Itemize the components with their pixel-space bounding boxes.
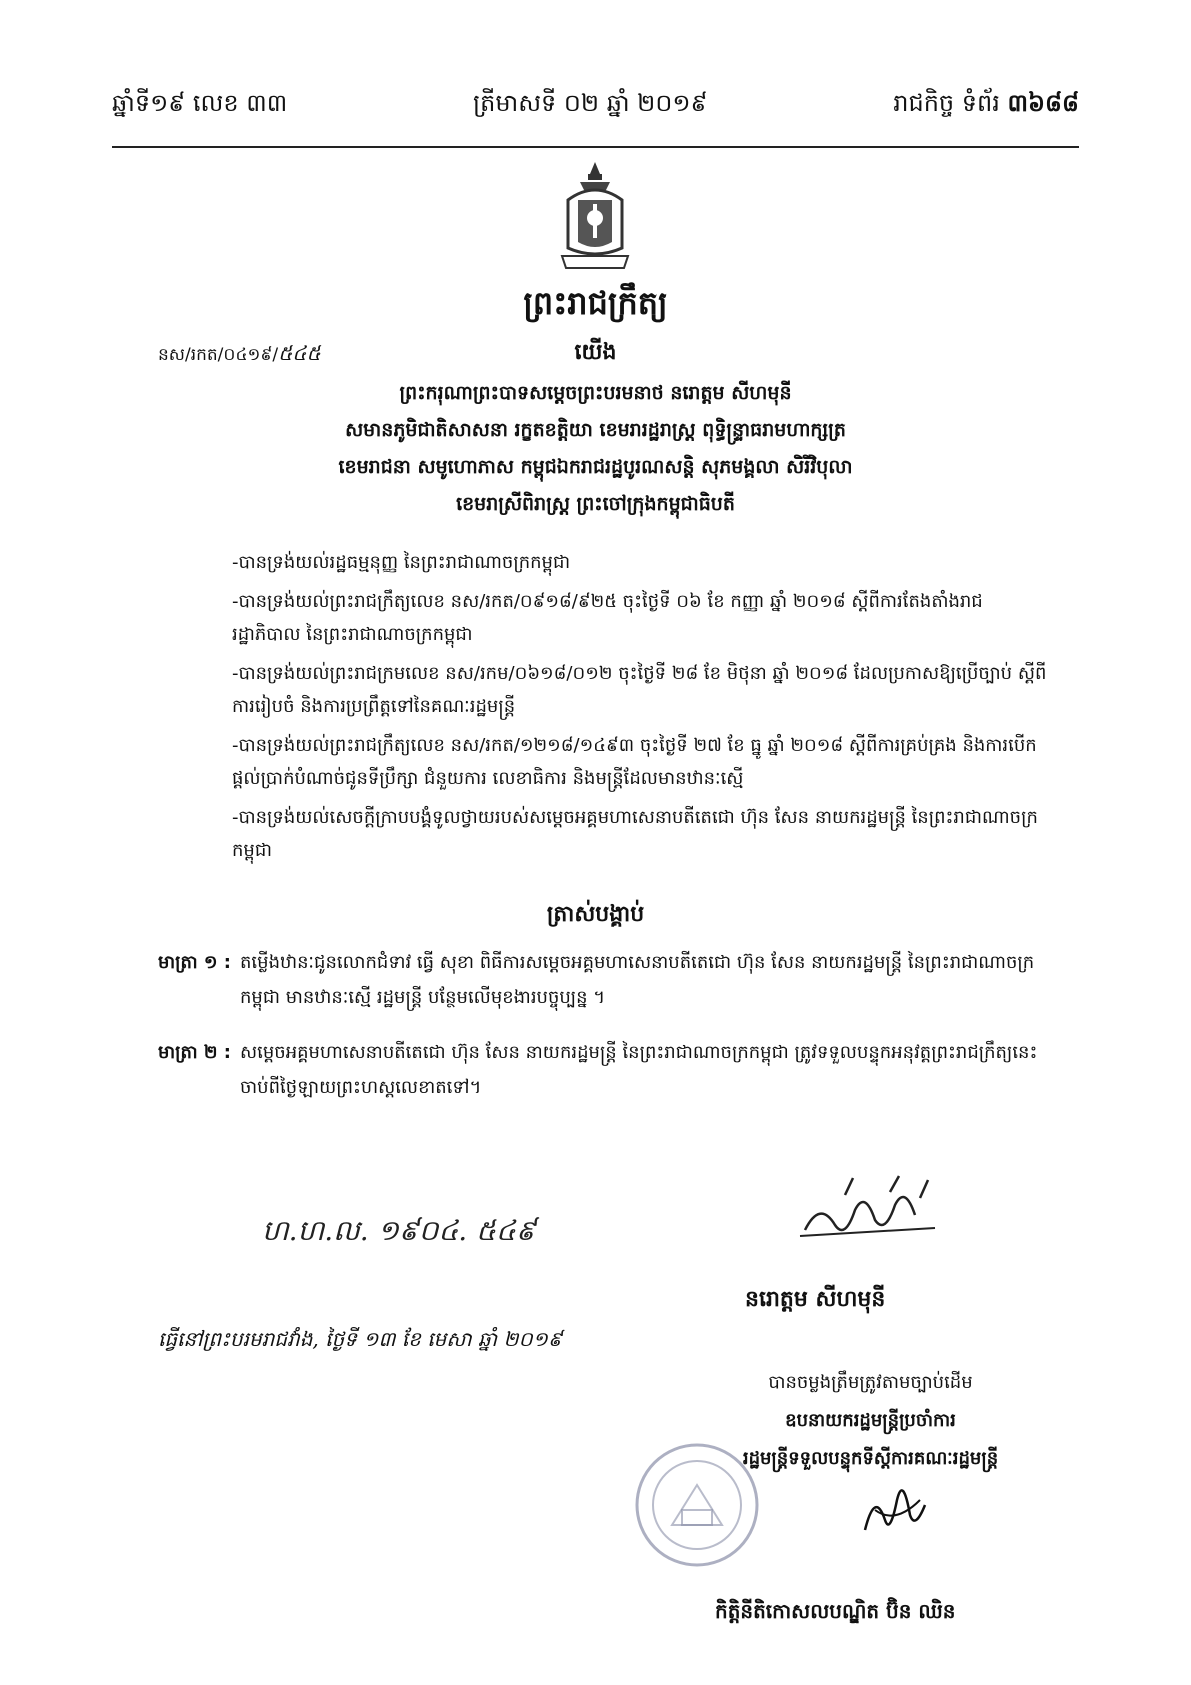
article-text: សម្តេចអគ្គមហាសេនាបតីតេជោ ហ៊ុន សែន នាយករដ្ឋមន្ត្រី នៃព្រះរាជាណាចក្រកម្ពុជា ត្រូវទទួលបន្ទុកអនុវត្តព្រះរាជក្រឹត្យនេះ ចាប់ពីថ្ងៃឡាយព្រះហស្តលេខាតទៅ។ xyxy=(240,1042,1038,1098)
king-title-line: សមានភូមិជាតិសាសនា រក្ខតខត្តិយា ខេមរារដ្ឋរាស្ត្រ ពុទ្ធិន្ទ្រាធរាមហាក្សត្រ xyxy=(345,419,846,441)
secretary-name: កិត្តិនីតិកោសលបណ្ឌិត ប៊ិន ឈិន xyxy=(715,1599,956,1623)
official-stamp-icon xyxy=(632,1440,762,1570)
king-title-line: ព្រះករុណាព្រះបាទសម្តេចព្រះបរមនាថ នរោត្តម សីហមុនី xyxy=(399,382,792,404)
gazette-date: ត្រីមាសទី ០២ ឆ្នាំ ២០១៩ xyxy=(472,89,708,117)
reference-handwritten: ៥៤៥ xyxy=(278,341,321,365)
article-label: មាត្រា ១ : xyxy=(158,952,231,973)
royal-arms-emblem-icon xyxy=(560,160,630,270)
reference-item: -បានទ្រង់យល់សេចក្តីក្រាបបង្គំទូលថ្វាយរបស់សម្តេចអគ្គមហាសេនាបតីតេជោ ហ៊ុន សែន នាយករដ្ឋមន្ត្រី នៃព្រះរាជាណាចក្រកម្ពុជា xyxy=(232,807,1038,861)
place-date: ធ្វើនៅព្រះបរមរាជវាំង, ថ្ងៃទី ១៣ ខែ មេសា ឆ្នាំ ២០១៩ xyxy=(158,1327,562,1351)
gazette-header xyxy=(112,88,1079,123)
king-title-line: ខេមរាស្រីពិរាស្ត្រ ព្រះចៅក្រុងកម្ពុជាធិបតី xyxy=(456,493,735,515)
reference-item: -បានទ្រង់យល់រដ្ឋធម្មនុញ្ញ នៃព្រះរាជាណាចក្រកម្ពុជា xyxy=(232,552,571,573)
article-text: តម្លើងឋានៈជូនលោកជំទាវ ធ្វើ សុខា ពិធីការសម្តេចអគ្គមហាសេនាបតីតេជោ ហ៊ុន សែន នាយករដ្ឋមន្ត្រី នៃព្រះរាជាណាចក្រកម្ពុជា មានឋានៈស្មើ រដ្ឋមន្ត្រី បន្ថែមលើមុខងារបច្ចុប្បន្ន ។ xyxy=(240,952,1035,1008)
year-issue: ឆ្នាំទី១៩ លេខ ៣៣ xyxy=(112,89,288,117)
article-1 xyxy=(158,945,1051,1015)
document-title: ព្រះរាជក្រឹត្យ xyxy=(523,284,668,322)
page-number: ៣៦៨៨ xyxy=(1007,89,1079,117)
we-heading: យើង xyxy=(574,340,617,365)
reference-item: -បានទ្រង់យល់ព្រះរាជក្រឹត្យលេខ នស/រកត/០៩១៨/៩២៥ ចុះថ្ងៃទី ០៦ ខែ កញ្ញា ឆ្នាំ ២០១៨ ស្តីពីការតែងតាំងរាជរដ្ឋាភិបាល នៃព្រះរាជាណាចក្រកម្ពុជា xyxy=(232,591,983,645)
decides-heading: ត្រាស់បង្គាប់ xyxy=(546,902,645,927)
page-indicator xyxy=(893,88,1079,123)
legal-references xyxy=(232,546,1051,873)
reference-item: -បានទ្រង់យល់ព្រះរាជក្រឹត្យលេខ នស/រកត/១២១៨/១៤៩៣ ចុះថ្ងៃទី ២៧ ខែ ធ្នូ ឆ្នាំ ២០១៨ ស្តីពីការគ្រប់គ្រង និងការបើកផ្តល់ប្រាក់បំណាច់ជូនទីប្រឹក្សា ជំនួយការ លេខាធិការ និងមន្ត្រីដែលមានឋានៈស្មើ xyxy=(232,735,1037,789)
reference-item: -បានទ្រង់យល់ព្រះរាជក្រមលេខ នស/រកម/០៦១៨/០១២ ចុះថ្ងៃទី ២៨ ខែ មិថុនា ឆ្នាំ ២០១៨ ដែលប្រកាសឱ្យប្រើច្បាប់ ស្តីពីការរៀបចំ និងការប្រព្រឹត្តទៅនៃគណៈរដ្ឋមន្ត្រី xyxy=(232,663,1047,717)
certification-line: បានចម្លងត្រឹមត្រូវតាមច្បាប់ដើម xyxy=(768,1372,973,1393)
king-name: នរោត្តម សីហមុនី xyxy=(745,1287,886,1312)
article-2 xyxy=(158,1035,1051,1105)
reference-prefix: នស/រកត/០៤១៩/ xyxy=(158,345,279,365)
king-signature-icon xyxy=(795,1170,945,1245)
handwritten-number: ហ.ហ.ល. ១៩០៤. ៥៤៩ xyxy=(262,1214,536,1247)
article-label: មាត្រា ២ : xyxy=(158,1042,231,1063)
secretary-signature-icon xyxy=(855,1470,935,1540)
king-titles xyxy=(170,375,1021,523)
king-title-line: ខេមរាជនា សមូហោភាស កម្ពុជឯករាជរដ្ឋបូរណសន្តិ សុភមង្គលា សិរីវិបុលា xyxy=(338,456,853,478)
header-divider xyxy=(112,146,1079,148)
certification-line: ឧបនាយករដ្ឋមន្ត្រីប្រចាំការ xyxy=(785,1410,956,1431)
certification-line: រដ្ឋមន្ត្រីទទួលបន្ទុកទីស្តីការគណៈរដ្ឋមន្ត្រី xyxy=(742,1448,999,1469)
page-label: រាជកិច្ច ទំព័រ xyxy=(893,89,1000,117)
